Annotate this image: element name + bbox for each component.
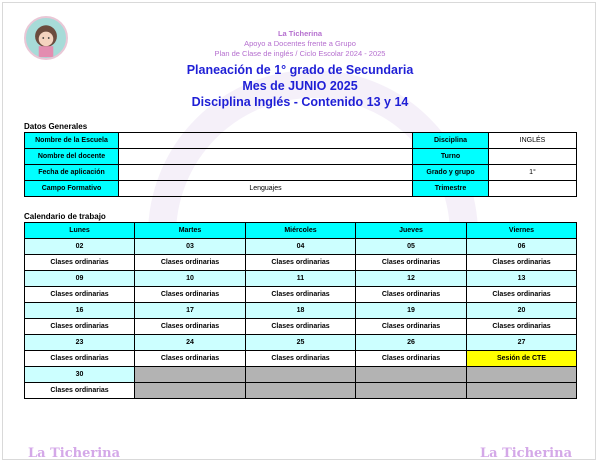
cte-session-cell: Sesión de CTE — [467, 351, 577, 367]
empty-cell — [135, 383, 246, 399]
activity-row — [25, 383, 577, 399]
date-cell: 06 — [467, 239, 577, 255]
table-cell-value: 1° — [489, 165, 577, 181]
date-cell: 05 — [356, 239, 467, 255]
date-cell: 02 — [25, 239, 135, 255]
activity-cell: Clases ordinarias — [467, 255, 577, 271]
activity-row — [25, 287, 577, 303]
activity-cell: Clases ordinarias — [356, 287, 467, 303]
activity-row — [25, 351, 577, 367]
date-cell: 16 — [25, 303, 135, 319]
table-cell-value: Lenguajes — [119, 181, 413, 197]
general-data-table — [24, 132, 577, 197]
activity-cell: Clases ordinarias — [135, 319, 246, 335]
activity-cell: Clases ordinarias — [25, 287, 135, 303]
activity-row — [25, 255, 577, 271]
date-cell: 11 — [246, 271, 356, 287]
table-cell-value — [119, 149, 413, 165]
date-cell: 04 — [246, 239, 356, 255]
footer-brand-right: La Ticherina — [479, 446, 572, 461]
table-row — [25, 149, 577, 165]
date-cell: 19 — [356, 303, 467, 319]
empty-cell — [246, 367, 356, 383]
table-cell-label: Trimestre — [413, 181, 489, 197]
activity-row — [25, 319, 577, 335]
date-cell: 25 — [246, 335, 356, 351]
day-header: Martes — [135, 223, 246, 239]
empty-cell — [246, 383, 356, 399]
calendar-heading: Calendario de trabajo — [24, 212, 106, 221]
discipline-title: Disciplina Inglés - Contenido 13 y 14 — [191, 95, 409, 109]
table-cell-value — [119, 165, 413, 181]
brand-logo-avatar — [24, 16, 68, 60]
activity-cell: Clases ordinarias — [25, 319, 135, 335]
page-title: Planeación de 1° grado de Secundaria — [186, 63, 414, 77]
date-cell: 24 — [135, 335, 246, 351]
activity-cell: Clases ordinarias — [356, 255, 467, 271]
empty-cell — [356, 383, 467, 399]
table-cell-label: Fecha de aplicación — [25, 165, 119, 181]
empty-cell — [356, 367, 467, 383]
activity-cell: Clases ordinarias — [135, 287, 246, 303]
day-header: Jueves — [356, 223, 467, 239]
table-cell-label: Grado y grupo — [413, 165, 489, 181]
day-header: Miércoles — [246, 223, 356, 239]
table-row — [25, 181, 577, 197]
activity-cell: Clases ordinarias — [25, 255, 135, 271]
date-cell: 30 — [25, 367, 135, 383]
table-cell-value — [489, 181, 577, 197]
plan-line: Plan de Clase de inglés / Ciclo Escolar 2024 - 2025 — [214, 49, 386, 58]
day-header: Lunes — [25, 223, 135, 239]
table-row — [25, 165, 577, 181]
activity-cell: Clases ordinarias — [467, 319, 577, 335]
table-cell-value — [489, 149, 577, 165]
date-row — [25, 303, 577, 319]
activity-cell: Clases ordinarias — [246, 287, 356, 303]
activity-cell: Clases ordinarias — [356, 351, 467, 367]
date-cell: 13 — [467, 271, 577, 287]
date-cell: 12 — [356, 271, 467, 287]
table-cell-label: Nombre de la Escuela — [25, 133, 119, 149]
activity-cell: Clases ordinarias — [246, 319, 356, 335]
activity-cell: Clases ordinarias — [25, 383, 135, 399]
date-row — [25, 239, 577, 255]
date-cell: 10 — [135, 271, 246, 287]
date-cell: 23 — [25, 335, 135, 351]
activity-cell: Clases ordinarias — [246, 255, 356, 271]
table-cell-value — [119, 133, 413, 149]
date-row — [25, 367, 577, 383]
empty-cell — [135, 367, 246, 383]
date-cell: 17 — [135, 303, 246, 319]
activity-cell: Clases ordinarias — [135, 351, 246, 367]
table-cell-label: Turno — [413, 149, 489, 165]
calendar-table — [24, 222, 577, 399]
activity-cell: Clases ordinarias — [25, 351, 135, 367]
date-cell: 09 — [25, 271, 135, 287]
brand-name: La Ticherina — [277, 29, 323, 38]
empty-cell — [467, 367, 577, 383]
date-cell: 20 — [467, 303, 577, 319]
month-title: Mes de JUNIO 2025 — [242, 79, 358, 93]
footer-brand-left: La Ticherina — [28, 446, 121, 461]
table-row — [25, 133, 577, 149]
date-cell: 18 — [246, 303, 356, 319]
activity-cell: Clases ordinarias — [467, 287, 577, 303]
date-cell: 27 — [467, 335, 577, 351]
brand-subtitle: Apoyo a Docentes frente a Grupo — [244, 39, 356, 48]
activity-cell: Clases ordinarias — [356, 319, 467, 335]
empty-cell — [467, 383, 577, 399]
date-row — [25, 271, 577, 287]
calendar-header-row — [25, 223, 577, 239]
date-cell: 26 — [356, 335, 467, 351]
activity-cell: Clases ordinarias — [246, 351, 356, 367]
table-cell-label: Campo Formativo — [25, 181, 119, 197]
day-header: Viernes — [467, 223, 577, 239]
activity-cell: Clases ordinarias — [135, 255, 246, 271]
general-data-heading: Datos Generales — [24, 122, 88, 131]
table-cell-label: Nombre del docente — [25, 149, 119, 165]
table-cell-label: Disciplina — [413, 133, 489, 149]
date-row — [25, 335, 577, 351]
date-cell: 03 — [135, 239, 246, 255]
table-cell-value: INGLÉS — [489, 133, 577, 149]
